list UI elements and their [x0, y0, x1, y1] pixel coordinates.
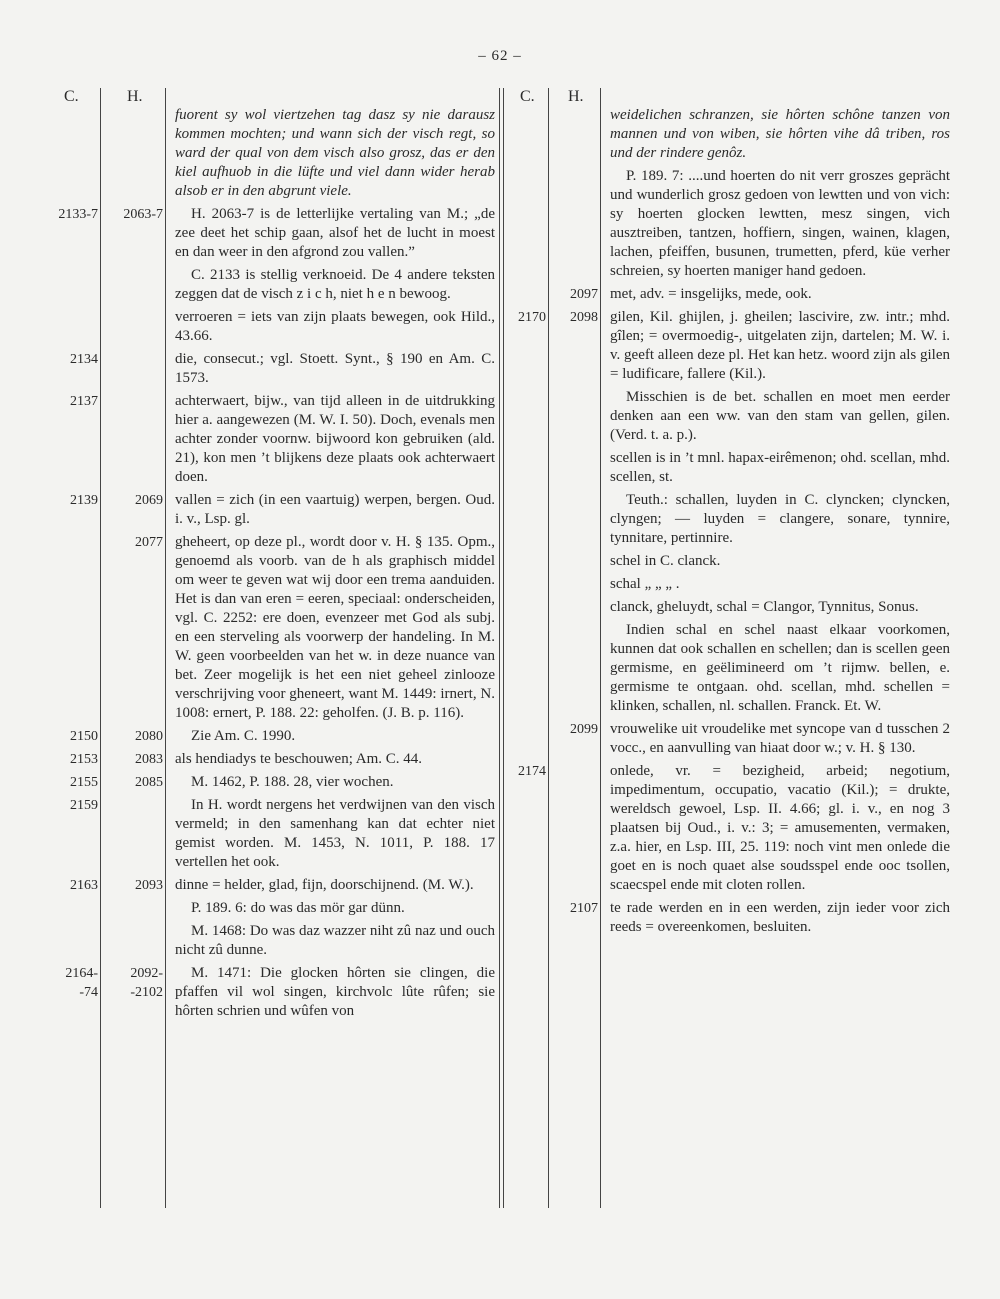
h-line-number: 2085 [135, 775, 163, 790]
entry-row [510, 308, 950, 384]
commentary-text: M. 1462, P. 188. 28, vier wochen. [191, 774, 394, 790]
entry-row [50, 491, 495, 529]
h-line-number: 2083 [135, 752, 163, 767]
commentary-text: weidelichen schranzen, sie hôrten schône tanzen von mannen und von wiben, sie hôrten vihe dâ triben, ros und der rindere genôz. [610, 107, 950, 161]
commentary-text: H. 2063-7 is de letterlijke vertaling van M.; „de zee deet het schip gaan, alsof het de lucht in moest en dan weer in den afgrond zou vallen.” [175, 206, 495, 260]
c-line-number: 2137 [70, 394, 98, 409]
c-line-number: 2150 [70, 729, 98, 744]
commentary-text: achterwaert, bijw., van tijd alleen in de uitdrukking hier a. aangewezen (M. W. I. 50). Doch, evenals men achter zonder voornw. bijwoord kon gebruiken (ald. 21), kon men ’t blijkens deze plaats ook achterwaert doen. [175, 393, 495, 485]
commentary-text: scellen is in ’t mnl. hapax-eirêmenon; ohd. scellan, mhd. scellen, st. [610, 450, 950, 485]
commentary-text: schal „ „ „ . [610, 576, 680, 592]
c-line-number: 2174 [518, 764, 546, 779]
commentary-text: vallen = zich (in een vaartuig) werpen, bergen. Oud. i. v., Lsp. gl. [175, 492, 495, 527]
column-header-h: H. [127, 88, 143, 105]
entry-row [50, 750, 495, 769]
h-line-number: 2098 [570, 310, 598, 325]
commentary-text: als hendiadys te beschouwen; Am. C. 44. [175, 751, 423, 767]
entry-row [510, 388, 950, 445]
entry-row [50, 533, 495, 723]
commentary-text: gilen, Kil. ghijlen, j. gheilen; lascivire, zw. intr.; mhd. gîlen; = overmoedig-, uitgelaten zijn, dartelen; M. W. i. v. geeft alleen deze pl. Het kan hetz. woord zijn als gilen = ludificare, fallere (Kil.). [610, 309, 950, 382]
c-line-number: 2153 [70, 752, 98, 767]
commentary-text: C. 2133 is stellig verknoeid. De 4 andere teksten zeggen dat de visch z i c h, niet h e n bewoog. [175, 267, 495, 302]
commentary-text: P. 189. 7: ....und hoerten do nit verr groszes geprächt und wunderlich grosz gedoen von lewtten und von vich: sy hoerten glocken lewtten, mesz singen, vich ausztreiben, tantzen, hoffiern, singen, wainen, klagen, lachen, pfeiffen, busunen, trumetten, pferd, küe verher schreien, sy hoerten maniger hand gedoen. [610, 168, 950, 279]
commentary-text: Teuth.: schallen, luyden in C. clyncken; clyncken, clyngen; — luyden = clangere, sonare, tynnire, tynnitare, pertinnire. [610, 492, 950, 546]
entry-row [510, 720, 950, 758]
entry-row [50, 266, 495, 304]
c-line-number: 2139 [70, 493, 98, 508]
commentary-text: die, consecut.; vgl. Stoett. Synt., § 190 en Am. C. 1573. [175, 351, 495, 386]
entry-row [50, 922, 495, 960]
c-line-number: 2164- -74 [65, 966, 98, 1000]
commentary-text: clanck, gheluydt, schal = Clangor, Tynnitus, Sonus. [610, 599, 919, 615]
h-line-number: 2063-7 [123, 207, 163, 222]
entry-row [50, 205, 495, 262]
h-line-number: 2107 [570, 901, 598, 916]
entry-row [50, 350, 495, 388]
h-line-number: 2069 [135, 493, 163, 508]
commentary-text: onlede, vr. = bezigheid, arbeid; negotium, impedimentum, occupatio, vacatio (Kil.); = drukte, wereldsch gewoel, Lsp. II. 4.66; gl. i. v., en nog 3 plaatsen bij Oud., i. v.: 3; = amusementen, vermaken, z.a. hier, en Lsp. III, 25. 119: noch vint men onlede die goet en is noch quaet alse soudsspel ende ooc tsollen, scaecspel ende mit cloten rollen. [610, 763, 950, 893]
page-number: – 62 – [478, 48, 522, 64]
commentary-text: schel in C. clanck. [610, 553, 721, 569]
entry-row [510, 552, 950, 571]
commentary-text: In H. wordt nergens het verdwijnen van den visch vermeld; in den samenhang kan dat echter niet gemist worden. M. 1453, N. 1011, P. 188. 17 vertellen het ook. [175, 797, 495, 870]
entries-list [50, 106, 495, 1025]
h-line-number: 2080 [135, 729, 163, 744]
c-line-number: 2155 [70, 775, 98, 790]
entry-row [510, 449, 950, 487]
c-line-number: 2163 [70, 878, 98, 893]
entry-row [50, 727, 495, 746]
c-line-number: 2170 [518, 310, 546, 325]
right-column-block [510, 88, 950, 1208]
entry-row [510, 575, 950, 594]
h-line-number: 2097 [570, 287, 598, 302]
h-line-number: 2099 [570, 722, 598, 737]
entry-row [50, 964, 495, 1021]
entry-row [50, 796, 495, 872]
entry-row [510, 621, 950, 716]
commentary-text: M. 1471: Die glocken hôrten sie clingen, die pfaffen vil wol singen, kirchvolc lûte rûfen; sie hôrten schrien und wûfen von [175, 965, 495, 1019]
entry-row [510, 598, 950, 617]
commentary-text: verroeren = iets van zijn plaats bewegen, ook Hild., 43.66. [175, 309, 495, 344]
commentary-text: vrouwelike uit vroudelike met syncope van d tusschen 2 vocc., en aanvulling van hiaat door w.; v. H. § 130. [610, 721, 950, 756]
h-line-number: 2092- -2102 [130, 966, 163, 1000]
entry-row [510, 491, 950, 548]
c-line-number: 2134 [70, 352, 98, 367]
entry-row [50, 392, 495, 487]
commentary-text: dinne = helder, glad, fijn, doorschijnend. (M. W.). [175, 877, 474, 893]
c-line-number: 2133-7 [58, 207, 98, 222]
commentary-text: met, adv. = insgelijks, mede, ook. [610, 286, 812, 302]
column-header-c: C. [520, 88, 535, 105]
entry-row [50, 899, 495, 918]
entry-row [50, 773, 495, 792]
commentary-text: fuorent sy wol viertzehen tag dasz sy nie darausz kommen mochten; und wann sich der visch regt, so ward der qual von dem visch also grosz, das er den kiel aufhuob in die lüfte und viel dann wider herab alsob er in den abgrunt viele. [175, 107, 495, 199]
entries-list [510, 106, 950, 941]
h-line-number: 2093 [135, 878, 163, 893]
commentary-text: M. 1468: Do was daz wazzer niht zû naz und ouch nicht zû dunne. [175, 923, 495, 958]
entry-row [50, 106, 495, 201]
entry-row [510, 899, 950, 937]
entry-row [50, 876, 495, 895]
commentary-text: te rade werden en in een werden, zijn ieder voor zich reeds = overeenkomen, besluiten. [610, 900, 950, 935]
commentary-text: Zie Am. C. 1990. [191, 728, 296, 744]
commentary-text: P. 189. 6: do was das mör gar dünn. [191, 900, 405, 916]
h-line-number: 2077 [135, 535, 163, 550]
entry-row [510, 762, 950, 895]
column-header-c: C. [64, 88, 79, 105]
commentary-text: Indien schal en schel naast elkaar voorkomen, kunnen dat ook schallen en schellen; dan is scellen geen germisme, en geëlimineerd om ’t rijmw. bellen, e. germisme te ontgaan. ohd. scellan, mhd. schellen = klinken, schallen, nl. schallen. Franck. Et. W. [610, 622, 950, 714]
center-double-rule [499, 88, 504, 1208]
entry-row [50, 308, 495, 346]
commentary-text: gheheert, op deze pl., wordt door v. H. § 135. Opm., genoemd als voorb. van de h als graphisch middel om weer te geven wat wij door een trema aanduiden. Het is dan van eren = eeren, speciaal: onderscheiden, vgl. C. 2252: ere doen, evenzeer met God als subj. en een sterveling als voorwerp der handeling. In M. W. geen voorbeelden van het w. in deze nuance van bet. Zeer mogelijk is het een niet geheel zinlooze verschrijving voor gheneert, want M. 1449: irnert, N. 1008: ernert, P. 188. 22: geholfen. (J. B. p. 116). [175, 534, 495, 721]
left-column-block [50, 88, 495, 1208]
column-header-h: H. [568, 88, 584, 105]
entry-row [510, 285, 950, 304]
entry-row [510, 106, 950, 163]
c-line-number: 2159 [70, 798, 98, 813]
entry-row [510, 167, 950, 281]
commentary-text: Misschien is de bet. schallen en moet men eerder denken aan een ww. van den stam van gellen, gilen. (Verd. t. a. p.). [610, 389, 950, 443]
